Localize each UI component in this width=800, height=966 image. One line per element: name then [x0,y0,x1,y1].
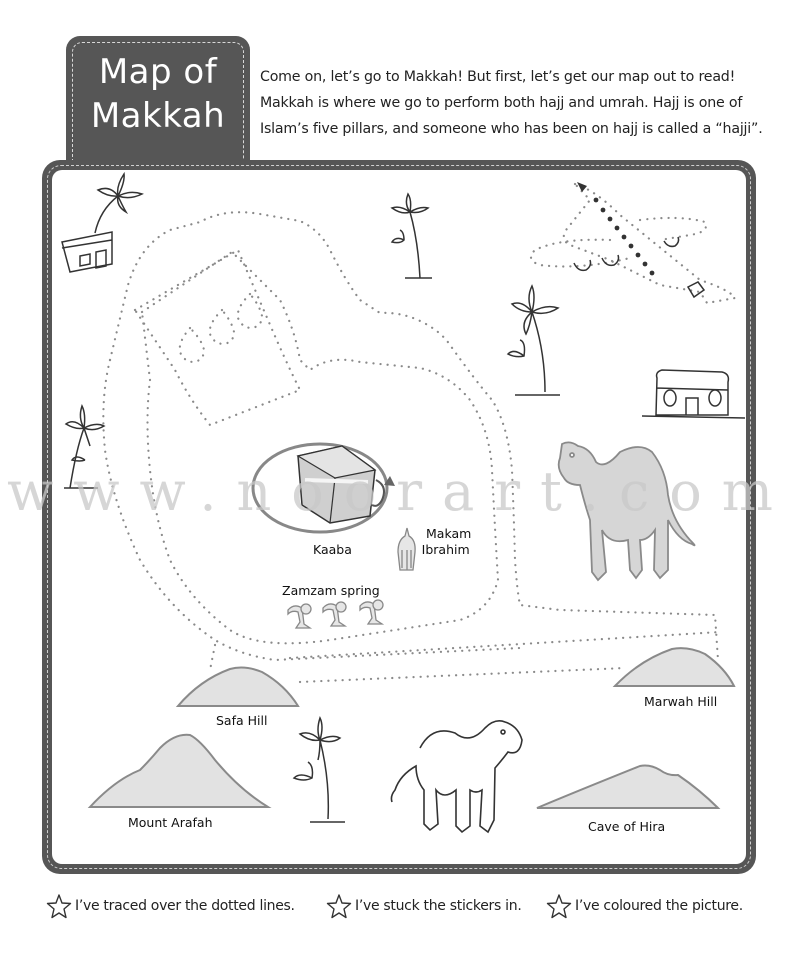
courtyard-outline [135,250,300,425]
intro-line: Makkah is where we go to perform both hajj and umrah. Hajj is one of [260,95,743,111]
marwah-hill [615,648,734,686]
label-safa-hill: Safa Hill [216,713,268,728]
kaaba-illustration [253,444,395,532]
airplane-windows [577,182,654,275]
camel-outline-illustration [391,721,522,832]
label-mount-arafah: Mount Arafah [128,815,213,830]
droplet-3 [238,294,262,328]
label-makam-ibrahim: Makam Ibrahim [421,526,472,557]
checklist-label: I’ve stuck the stickers in. [355,898,522,914]
airplane-wing-left [531,240,630,267]
droplet-1 [180,328,204,362]
sai-path-top [290,632,720,658]
watermark: www.noorart.com [7,460,793,523]
airplane-engines [574,237,704,297]
safa-hill [178,668,298,706]
zamzam-taps [288,600,383,628]
checklist-label: I’ve traced over the dotted lines. [75,898,295,914]
palm-tree [95,174,142,233]
hills [90,648,734,808]
intro-line: Come on, let’s go to Makkah! But first, let’s get our map out to read! [260,69,736,85]
title-line-1: Map of [98,52,218,92]
star-outline-icon[interactable] [546,893,572,919]
sai-path-bottom [300,668,625,682]
checklist-item-traced[interactable] [46,892,295,920]
title-line-2: Makkah [90,96,226,136]
house-icon [62,232,112,272]
label-marwah-hill: Marwah Hill [644,694,718,709]
mosque-outer-outline [110,212,718,660]
star-outline-icon[interactable] [326,893,352,919]
airplane-fuselage [564,184,735,303]
palm-tree [64,406,104,488]
cave-of-hira [537,766,718,809]
camel-gray-illustration [559,442,695,580]
label-kaaba: Kaaba [313,542,352,557]
airplane-wing-right [640,218,706,240]
droplet-2 [210,310,234,344]
intro-line: Islam’s five pillars, and someone who has been on hajj is called a “hajji”. [260,121,763,137]
house-icon [642,370,745,418]
makam-ibrahim-illustration [398,528,415,570]
mount-arafah [90,735,268,807]
palm-tree [294,718,345,822]
checklist-label: I’ve coloured the picture. [575,898,743,914]
checklist-item-coloured[interactable] [546,892,743,920]
palm-tree [392,194,432,278]
label-cave-of-hira: Cave of Hira [588,819,666,834]
star-outline-icon[interactable] [46,893,72,919]
label-zamzam-spring: Zamzam spring [282,583,380,598]
checklist-item-stickers[interactable] [326,892,521,920]
safa-connector [210,645,215,670]
palm-tree [508,286,560,395]
activity-checklist [46,892,786,920]
